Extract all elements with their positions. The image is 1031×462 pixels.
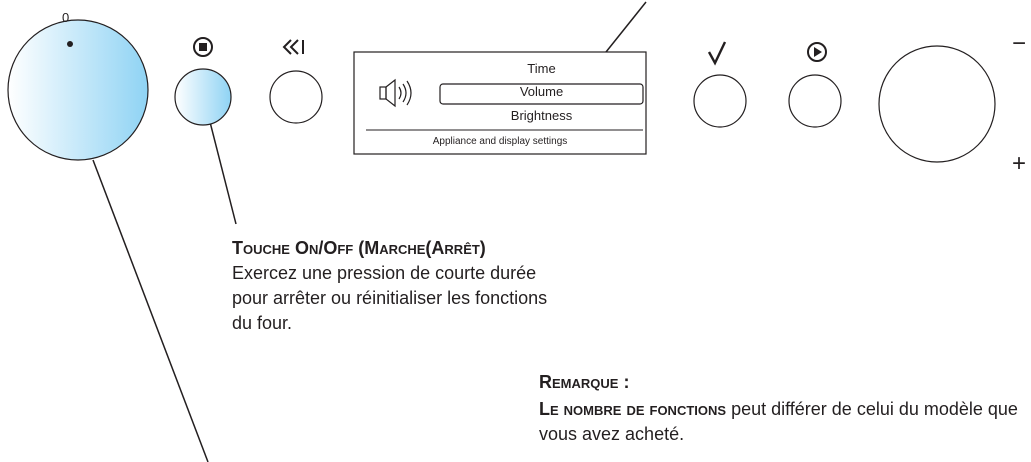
menu-item-volume[interactable]: Volume: [519, 84, 564, 99]
back-button[interactable]: [270, 71, 322, 123]
confirm-button[interactable]: [694, 75, 746, 127]
note-title: Remarque :: [539, 372, 630, 392]
plus-label: +: [1012, 150, 1027, 177]
knob-leader-line: [93, 160, 208, 462]
callout-text: Exercez une pression de courte durée pour arrêter ou réinitialiser les fonctions du four.: [232, 263, 548, 333]
menu-item-time[interactable]: Time: [527, 61, 556, 76]
note-text: peut différer de celui du modèle que vous avez acheté.: [539, 399, 1018, 444]
display-leader-line: [606, 2, 646, 52]
rewind-icon: [284, 40, 303, 54]
onoff-button[interactable]: [175, 69, 231, 125]
onoff-leader-line: [210, 122, 236, 224]
knob-indicator-dot: [67, 41, 73, 47]
stop-icon: [194, 38, 212, 56]
play-icon: [808, 43, 826, 61]
display-screen: [354, 52, 646, 154]
minus-label: −: [1012, 30, 1027, 57]
note-bold: Le nombre de fonctions: [539, 399, 727, 419]
function-knob[interactable]: [8, 20, 148, 160]
knob-zero-label: 0: [62, 10, 70, 25]
callout-title: Touche On/Off (Marche(Arrêt): [232, 238, 486, 258]
menu-item-brightness[interactable]: Brightness: [510, 108, 573, 123]
start-button[interactable]: [789, 75, 841, 127]
adjustment-dial[interactable]: [879, 46, 995, 162]
note-block: [539, 370, 1019, 447]
onoff-callout: [232, 236, 552, 336]
display-footer: Appliance and display settings: [432, 136, 568, 147]
check-icon: [709, 42, 725, 63]
